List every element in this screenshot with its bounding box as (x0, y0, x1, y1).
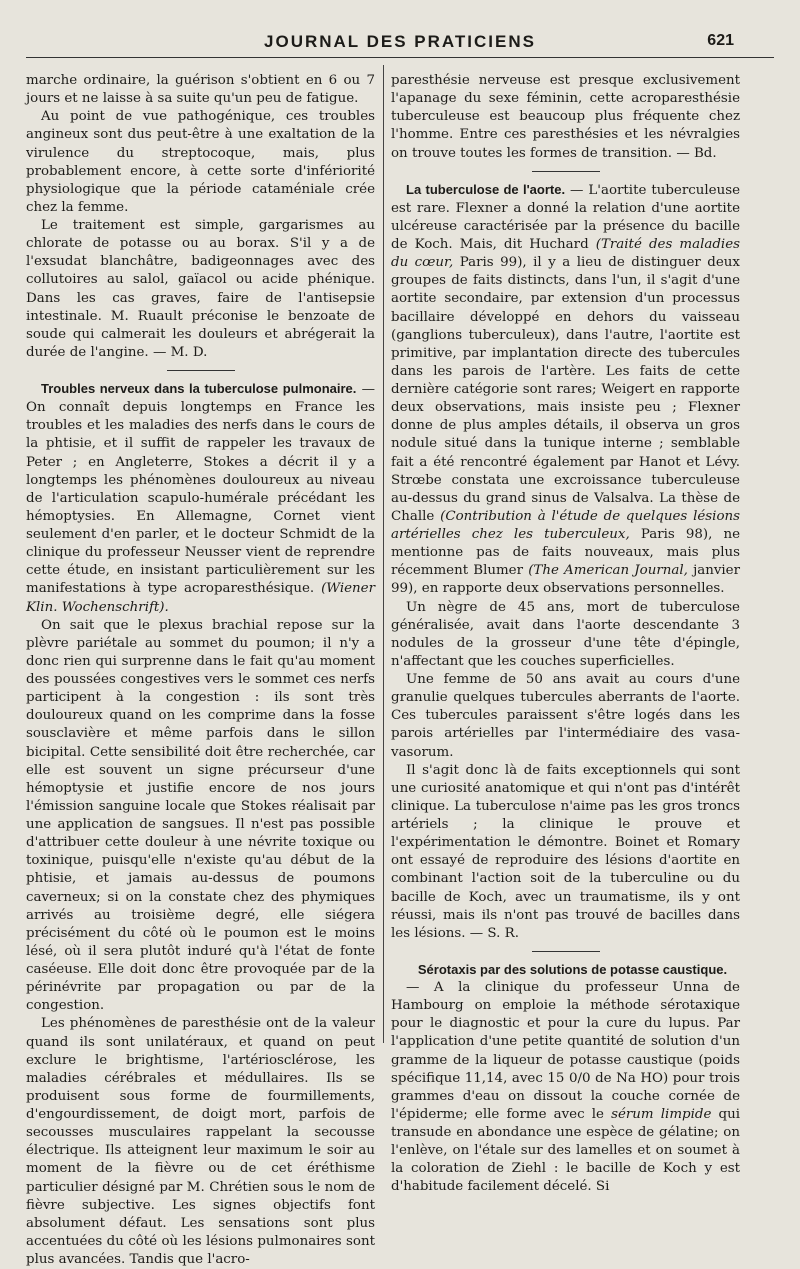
paragraph-text: — A la clinique du professeur Unna de Hambourg on emploie la méthode sérotaxique pour le diagnostic et pour la cure du lupus. Par l'application d'une petite quantité de solution d'un gramme de la liqueur de potasse caustique (poids spécifique 11,14, avec 15 0/0 de Na HO) pour trois grammes d'eau on dissout la couche cornée de l'épiderme; elle forme avec le (391, 980, 740, 1122)
paragraph: Il s'agit donc là de faits exceptionnels qui sont une curiosité anatomique et qui n'ont pas d'intérêt clinique. La tuberculose n'aime pas les gros troncs artériels ; la clinique le prouve et l'expérimentation le démontre. Boinet et Romary ont essayé de reproduire des lésions d'aortite en combinant l'action soit de la tuberculine ou du bacille de Koch, avec un traumatisme, ils y ont réussi, mais ils n'ont pas trouvé de bacilles dans les lésions. — S. R. (391, 762, 740, 941)
paragraph: Les phénomènes de paresthésie ont de la valeur quand ils sont unilatéraux, et quand on peut exclure le brightisme, l'artériosclérose, les maladies cérébrales et médullaires. Ils se produisent sous forme de fourmillements, d'engourdissement, de doigt mort, parfois de secousses musculaires rappelant la secousse électrique. Ils atteignent leur maximum le soir au moment de la fièvre ou de cet éréthisme particulier désigné par M. Chrétien sous le nom de fièvre subjective. Les signes objectifs font absolument défaut. Les sensations sont plus accentuées du côté où les lésions pulmonaires sont plus avancées. Tandis que l'acro- (26, 1016, 375, 1267)
header-rule (26, 57, 774, 58)
section-title: Troubles nerveux dans la tuberculose pulmonaire. (41, 381, 357, 396)
journal-title: JOURNAL DES PRATICIENS (264, 32, 536, 51)
citation: (The American Journal, (528, 563, 688, 579)
paragraph-text: janvier 99), en rapporte deux observations personnelles. (391, 563, 741, 597)
emphasis: sérum limpide (611, 1106, 712, 1122)
paragraph-text: Paris 99), il y a lieu de distinguer deux groupes de faits distincts, dans l'un, il s'agit d'une aortite secondaire, par extension d'un processus bacillaire développé en dehors du vaisseau (ganglions tuberculeux), dans l'autre, l'aortite est primitive, par implantation directe des tubercules dans les parois de l'artère. Les faits de cette dernière catégorie sont rares; Weigert en rapporte deux observations, mais insiste peu ; Flexner donne de plus amples détails, il observa un gros nodule situé dans la tunique interne ; semblable fait a été rencontré également par Hanot et Lévy. Strœbe constata une excroissance tuberculeuse au-dessus du grand sinus de Valsalva. La thèse de Challe (391, 255, 740, 524)
paragraph: Au point de vue pathogénique, ces troubles angineux sont dus peut-être à une exaltation de la virulence du streptocoque, mais, plus probablement encore, à cette sorte d'infériorité physiologique que la période cataméniale crée chez la femme. (26, 109, 375, 215)
section-separator (532, 951, 600, 952)
paragraph-text: qui transude en abondance une espèce de gélatine; on l'enlève, on l'étale sur des lamelles et on soumet à la coloration de Ziehl : le bacille de Koch y est d'habitude facilement décelé. Si (391, 1106, 740, 1195)
paragraph: Un nègre de 45 ans, mort de tuberculose généralisée, avait dans l'aorte descendante 3 nodules de la grosseur d'une tête d'épingle, n'affectant que les couches superficielles. (391, 599, 740, 669)
paragraph-text: Paris 98), ne mentionne pas de faits nouveaux, mais plus récemment Blumer (391, 527, 740, 579)
section-separator (532, 171, 600, 172)
paragraph (26, 380, 375, 617)
page-header (0, 30, 800, 60)
paragraph: Le traitement est simple, gargarismes au chlorate de potasse ou au borax. S'il y a de l'exsudat blanchâtre, badigeonnages avec des collutoires au salol, gaïacol ou acide phénique. Dans les cas graves, faire de l'antisepsie intestinale. M. Ruault préconise le benzoate de soude qui calmerait les douleurs et abrégerait la durée de l'angine. — M. D. (26, 218, 375, 360)
right-column (391, 72, 741, 1195)
paragraph: paresthésie nerveuse est presque exclusivement l'apanage du sexe féminin, cette acroparesthésie tuberculeuse est beaucoup plus fréquente chez l'homme. Entre ces paresthésies et les névralgies on trouve toutes les formes de transition. — Bd. (391, 73, 740, 161)
citation: (Wiener Klin. Wochenschrift). (26, 581, 375, 615)
paragraph (391, 979, 740, 1197)
column-divider (383, 65, 384, 1043)
section-title: Sérotaxis par des solutions de potasse caustique. (417, 961, 728, 977)
page-number: 621 (707, 32, 734, 49)
citation: (Contribution à l'étude de quelques lésions artérielles chez les tuberculeux, (391, 508, 741, 542)
citation: (Traité des maladies du cœur, (391, 237, 740, 271)
paragraph-text: — L'aortite tuberculeuse est rare. Flexner a donné la relation d'une aortite ulcéreuse caractérisée par la présence du bacille de Koch. Mais, dit Huchard (391, 182, 740, 252)
paragraph: marche ordinaire, la guérison s'obtient en 6 ou 7 jours et ne laisse à sa suite qu'un peu de fatigue. (26, 73, 375, 107)
paragraph (391, 181, 740, 599)
left-column (26, 72, 375, 1267)
section-title: La tuberculose de l'aorte. (406, 181, 566, 197)
paragraph: On sait que le plexus brachial repose sur la plèvre pariétale au sommet du poumon; il n'y a donc rien qui surprenne dans le fait qu'au moment des poussées congestives vers le sommet ces nerfs participent à la congestion : ils sont très douloureux quand on les comprime dans la fosse sousclavière et même parfois dans le sillon bicipital. Cette sensibilité doit être recherchée, car elle est souvent un signe précurseur d'une hémoptysie et justifie encore de nos jours l'émission sanguine locale que Stokes réalisait par une application de sangsues. Il n'est pas possible d'attribuer cette douleur à une névrite toxique ou toxinique, puisqu'elle n'existe qu'au début de la phtisie, et jamais au-dessus de poumons caverneux; si on la constate chez des phymiques arrivés au troisième degré, elle siégera précisément du côté où le poumon est le moins lésé, où il sera plutôt induré qu'à l'état de fonte caséeuse. Elle doit donc être provoquée par de la périnévrite par propagation ou par de la congestion. (26, 617, 375, 1014)
section-separator (167, 370, 235, 371)
paragraph-text: — On connaît depuis longtemps en France les troubles et les maladies des nerfs dans le cours de la phtisie, et il suffit de rappeler les travaux de Peter ; en Angleterre, Stokes a décrit il y a longtemps les phénomènes douloureux au niveau de l'articulation scapulo-humérale précédant les hémoptysies. En Allemagne, Cornet vient seulement d'en parler, et le docteur Schmidt de la clinique du professeur Neusser vient de reprendre cette étude, en insistant particulièrement sur les manifestations à type acroparesthésique. (26, 382, 375, 597)
paragraph: Une femme de 50 ans avait au cours d'une granulie quelques tubercules aberrants de l'aorte. Ces tubercules paraissent s'être logés dans les parois artérielles par l'intermédiaire des vasa-vasorum. (391, 672, 740, 760)
